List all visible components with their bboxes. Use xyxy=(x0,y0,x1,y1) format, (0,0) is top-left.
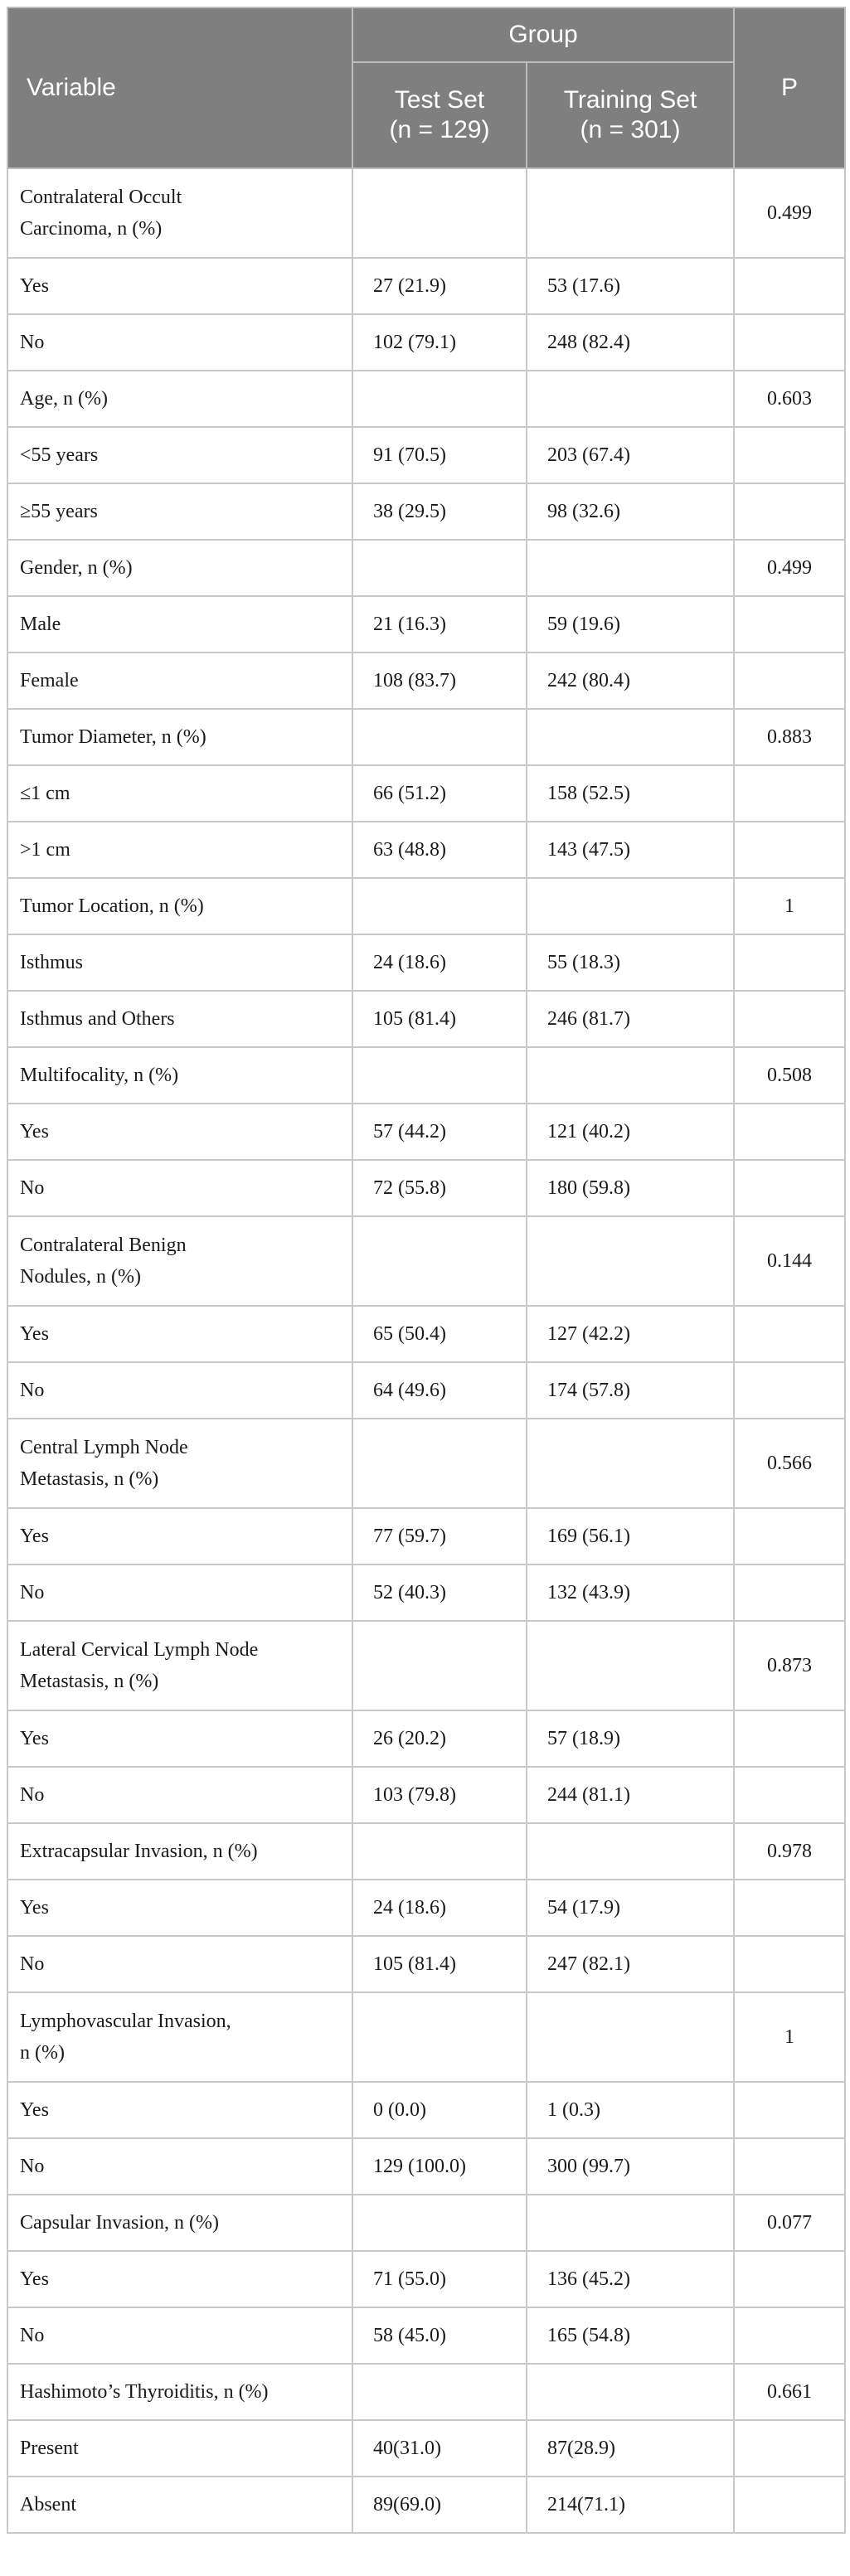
training-set-value: 169 (56.1) xyxy=(527,1508,734,1565)
variable-label-line: Central Lymph Node xyxy=(20,1437,188,1458)
p-value: 0.144 xyxy=(734,1216,845,1306)
table-row xyxy=(7,1823,845,1880)
variable-label-line: Nodules, n (%) xyxy=(20,1266,141,1288)
test-set-value: 77 (59.7) xyxy=(352,1508,527,1565)
test-set-value: 52 (40.3) xyxy=(352,1565,527,1621)
table-row xyxy=(7,2364,845,2420)
test-set-value: 91 (70.5) xyxy=(352,427,527,483)
variable-cell xyxy=(7,2420,352,2477)
test-set-value: 103 (79.8) xyxy=(352,1767,527,1823)
variable-cell xyxy=(7,2364,352,2420)
variable-label-line: Present xyxy=(20,2438,79,2459)
variable-cell xyxy=(7,709,352,765)
table-row xyxy=(7,1880,845,1936)
table-row xyxy=(7,1992,845,2082)
test-set-value xyxy=(352,2364,527,2420)
p-value xyxy=(734,652,845,709)
training-set-value xyxy=(527,1621,734,1710)
test-set-value xyxy=(352,1992,527,2082)
test-set-value xyxy=(352,1047,527,1104)
test-set-value xyxy=(352,1216,527,1306)
training-set-value: 57 (18.9) xyxy=(527,1710,734,1767)
variable-cell xyxy=(7,314,352,371)
variable-label-line: Yes xyxy=(20,1323,49,1345)
table-row xyxy=(7,1767,845,1823)
table-row xyxy=(7,1160,845,1216)
training-set-value: 98 (32.6) xyxy=(527,483,734,540)
variable-label-line: Contralateral Occult xyxy=(20,187,182,208)
test-set-value: 129 (100.0) xyxy=(352,2138,527,2195)
training-set-value: 59 (19.6) xyxy=(527,596,734,652)
table-row xyxy=(7,2195,845,2251)
training-set-value: 247 (82.1) xyxy=(527,1936,734,1992)
p-value xyxy=(734,2420,845,2477)
variable-cell xyxy=(7,1992,352,2082)
variable-cell xyxy=(7,2138,352,2195)
training-set-value: 55 (18.3) xyxy=(527,934,734,991)
variable-label-line: <55 years xyxy=(20,444,99,466)
variable-cell xyxy=(7,1362,352,1419)
variable-cell xyxy=(7,427,352,483)
variable-cell xyxy=(7,1306,352,1362)
test-set-value: 64 (49.6) xyxy=(352,1362,527,1419)
table-row xyxy=(7,596,845,652)
p-value xyxy=(734,991,845,1047)
table-row xyxy=(7,709,845,765)
p-value: 0.508 xyxy=(734,1047,845,1104)
test-set-value xyxy=(352,1621,527,1710)
table-row xyxy=(7,1216,845,1306)
training-set-value: 248 (82.4) xyxy=(527,314,734,371)
variable-label-line: Lateral Cervical Lymph Node xyxy=(20,1639,259,1661)
training-set-value: 158 (52.5) xyxy=(527,765,734,822)
training-set-value xyxy=(527,1216,734,1306)
training-set-value: 132 (43.9) xyxy=(527,1565,734,1621)
variable-cell xyxy=(7,1880,352,1936)
variable-cell xyxy=(7,258,352,314)
table-row xyxy=(7,483,845,540)
variable-cell xyxy=(7,168,352,258)
variable-label-line: Yes xyxy=(20,1897,49,1919)
variable-cell xyxy=(7,1767,352,1823)
variable-cell xyxy=(7,1419,352,1508)
variable-label-line: Lymphovascular Invasion, xyxy=(20,2011,231,2032)
p-value xyxy=(734,2251,845,2307)
variable-label-line: No xyxy=(20,1380,45,1401)
p-value xyxy=(734,1508,845,1565)
variable-cell xyxy=(7,2251,352,2307)
header-test-set xyxy=(352,62,527,168)
variable-label-line: ≥55 years xyxy=(20,501,98,522)
table-row xyxy=(7,822,845,878)
variable-label-line: No xyxy=(20,1784,45,1806)
table-row xyxy=(7,2138,845,2195)
variable-label-line: Absent xyxy=(20,2494,76,2515)
table-row xyxy=(7,652,845,709)
variable-label-line: No xyxy=(20,1177,45,1199)
test-set-value: 38 (29.5) xyxy=(352,483,527,540)
table-row xyxy=(7,1419,845,1508)
training-set-value xyxy=(527,1047,734,1104)
table-row xyxy=(7,1047,845,1104)
p-value: 0.077 xyxy=(734,2195,845,2251)
variable-label-line: Male xyxy=(20,614,61,635)
p-value: 1 xyxy=(734,878,845,934)
training-set-value xyxy=(527,2195,734,2251)
training-set-value: 53 (17.6) xyxy=(527,258,734,314)
p-value xyxy=(734,2307,845,2364)
table-row xyxy=(7,1104,845,1160)
test-set-value: 24 (18.6) xyxy=(352,934,527,991)
table-row xyxy=(7,2307,845,2364)
variable-label-line: Yes xyxy=(20,2099,49,2121)
variable-cell xyxy=(7,483,352,540)
variable-cell xyxy=(7,822,352,878)
test-set-value xyxy=(352,371,527,427)
training-set-value: 174 (57.8) xyxy=(527,1362,734,1419)
training-set-value: 242 (80.4) xyxy=(527,652,734,709)
test-set-value: 65 (50.4) xyxy=(352,1306,527,1362)
test-set-value: 63 (48.8) xyxy=(352,822,527,878)
table-row xyxy=(7,2420,845,2477)
table-row xyxy=(7,371,845,427)
variable-label-line: Yes xyxy=(20,2268,49,2290)
table-row xyxy=(7,2251,845,2307)
test-set-value: 0 (0.0) xyxy=(352,2082,527,2138)
header-test-set-line: (n = 129) xyxy=(389,116,490,143)
variable-label-line: Isthmus and Others xyxy=(20,1008,175,1030)
training-set-value: 244 (81.1) xyxy=(527,1767,734,1823)
variable-label-line: n (%) xyxy=(20,2042,65,2064)
data-table xyxy=(7,7,846,2534)
p-value: 1 xyxy=(734,1992,845,2082)
variable-cell xyxy=(7,596,352,652)
variable-label-line: Contralateral Benign xyxy=(20,1235,187,1256)
variable-label-line: Yes xyxy=(20,1526,49,1547)
training-set-value xyxy=(527,1992,734,2082)
test-set-value: 24 (18.6) xyxy=(352,1880,527,1936)
p-value xyxy=(734,1710,845,1767)
variable-label-line: No xyxy=(20,1582,45,1603)
variable-label-line: No xyxy=(20,2325,45,2346)
training-set-value xyxy=(527,2364,734,2420)
p-value xyxy=(734,1160,845,1216)
variable-label-line: Gender, n (%) xyxy=(20,557,133,579)
variable-cell xyxy=(7,1710,352,1767)
p-value xyxy=(734,1306,845,1362)
test-set-value: 102 (79.1) xyxy=(352,314,527,371)
test-set-value: 66 (51.2) xyxy=(352,765,527,822)
p-value xyxy=(734,1767,845,1823)
training-set-value: 127 (42.2) xyxy=(527,1306,734,1362)
p-value xyxy=(734,1362,845,1419)
variable-cell xyxy=(7,2195,352,2251)
variable-label-line: Isthmus xyxy=(20,952,84,973)
variable-label-line: >1 cm xyxy=(20,839,70,861)
p-value xyxy=(734,2082,845,2138)
table-header xyxy=(7,7,845,168)
p-value: 0.499 xyxy=(734,540,845,596)
variable-label-line: No xyxy=(20,2156,45,2177)
variable-cell xyxy=(7,540,352,596)
variable-cell xyxy=(7,1565,352,1621)
table-row xyxy=(7,1936,845,1992)
training-set-value: 121 (40.2) xyxy=(527,1104,734,1160)
test-set-value xyxy=(352,709,527,765)
p-value xyxy=(734,1565,845,1621)
header-variable: Variable xyxy=(7,7,352,168)
test-set-value: 105 (81.4) xyxy=(352,1936,527,1992)
variable-cell xyxy=(7,1936,352,1992)
variable-label-line: No xyxy=(20,1953,45,1975)
test-set-value: 72 (55.8) xyxy=(352,1160,527,1216)
variable-label-line: Carcinoma, n (%) xyxy=(20,218,163,240)
variable-cell xyxy=(7,1104,352,1160)
test-set-value xyxy=(352,2195,527,2251)
table-row xyxy=(7,2477,845,2533)
p-value xyxy=(734,427,845,483)
p-value: 0.873 xyxy=(734,1621,845,1710)
training-set-value: 87(28.9) xyxy=(527,2420,734,2477)
p-value: 0.499 xyxy=(734,168,845,258)
header-group: Group xyxy=(352,7,734,62)
variable-label-line: Metastasis, n (%) xyxy=(20,1468,159,1490)
variable-label-line: No xyxy=(20,332,45,353)
table-row xyxy=(7,765,845,822)
table-row xyxy=(7,168,845,258)
table-row xyxy=(7,1565,845,1621)
test-set-value xyxy=(352,540,527,596)
header-training-set-line: (n = 301) xyxy=(580,116,681,143)
variable-cell xyxy=(7,1508,352,1565)
table-row xyxy=(7,1621,845,1710)
table-row xyxy=(7,878,845,934)
p-value: 0.883 xyxy=(734,709,845,765)
variable-label-line: Multifocality, n (%) xyxy=(20,1065,179,1086)
p-value: 0.978 xyxy=(734,1823,845,1880)
test-set-value: 26 (20.2) xyxy=(352,1710,527,1767)
training-set-value xyxy=(527,1823,734,1880)
training-set-value xyxy=(527,1419,734,1508)
table-body xyxy=(7,168,845,2533)
variable-label-line: Yes xyxy=(20,1728,49,1749)
p-value xyxy=(734,934,845,991)
header-training-set-line: Training Set xyxy=(563,86,697,114)
header-test-set-line: Test Set xyxy=(394,86,485,114)
training-set-value xyxy=(527,709,734,765)
variable-label-line: Metastasis, n (%) xyxy=(20,1671,159,1692)
training-set-value: 214(71.1) xyxy=(527,2477,734,2533)
training-set-value xyxy=(527,371,734,427)
training-set-value xyxy=(527,878,734,934)
test-set-value xyxy=(352,168,527,258)
training-set-value: 165 (54.8) xyxy=(527,2307,734,2364)
header-p: P xyxy=(734,7,845,168)
training-set-value xyxy=(527,540,734,596)
variable-cell xyxy=(7,1823,352,1880)
p-value xyxy=(734,765,845,822)
variable-label-line: Hashimoto’s Thyroiditis, n (%) xyxy=(20,2381,269,2403)
variable-cell xyxy=(7,2307,352,2364)
variable-label-line: Extracapsular Invasion, n (%) xyxy=(20,1841,258,1862)
variable-label-line: Capsular Invasion, n (%) xyxy=(20,2212,219,2234)
test-set-value: 21 (16.3) xyxy=(352,596,527,652)
test-set-value: 71 (55.0) xyxy=(352,2251,527,2307)
table-row xyxy=(7,314,845,371)
variable-cell xyxy=(7,765,352,822)
p-value xyxy=(734,822,845,878)
test-set-value xyxy=(352,1823,527,1880)
test-set-value: 27 (21.9) xyxy=(352,258,527,314)
variable-label-line: Age, n (%) xyxy=(20,388,108,410)
variable-label-line: Tumor Diameter, n (%) xyxy=(20,726,206,748)
variable-cell xyxy=(7,2082,352,2138)
variable-cell xyxy=(7,2477,352,2533)
variable-label-line: Yes xyxy=(20,275,49,297)
variable-cell xyxy=(7,878,352,934)
p-value xyxy=(734,596,845,652)
p-value xyxy=(734,314,845,371)
variable-cell xyxy=(7,1216,352,1306)
table-row xyxy=(7,540,845,596)
variable-label-line: ≤1 cm xyxy=(20,783,70,804)
table-row xyxy=(7,2082,845,2138)
p-value: 0.661 xyxy=(734,2364,845,2420)
variable-cell xyxy=(7,652,352,709)
test-set-value: 89(69.0) xyxy=(352,2477,527,2533)
training-set-value: 203 (67.4) xyxy=(527,427,734,483)
training-set-value: 143 (47.5) xyxy=(527,822,734,878)
table-row xyxy=(7,1306,845,1362)
test-set-value: 58 (45.0) xyxy=(352,2307,527,2364)
variable-cell xyxy=(7,1047,352,1104)
training-set-value: 136 (45.2) xyxy=(527,2251,734,2307)
p-value xyxy=(734,1880,845,1936)
training-set-value: 1 (0.3) xyxy=(527,2082,734,2138)
test-set-value xyxy=(352,1419,527,1508)
test-set-value: 105 (81.4) xyxy=(352,991,527,1047)
test-set-value: 57 (44.2) xyxy=(352,1104,527,1160)
p-value: 0.603 xyxy=(734,371,845,427)
variable-cell xyxy=(7,1160,352,1216)
table-row xyxy=(7,258,845,314)
variable-label-line: Tumor Location, n (%) xyxy=(20,895,204,917)
test-set-value: 108 (83.7) xyxy=(352,652,527,709)
table-row xyxy=(7,1362,845,1419)
p-value xyxy=(734,258,845,314)
test-set-value xyxy=(352,878,527,934)
p-value xyxy=(734,2138,845,2195)
training-set-value xyxy=(527,168,734,258)
training-set-value: 300 (99.7) xyxy=(527,2138,734,2195)
header-training-set xyxy=(527,62,734,168)
p-value xyxy=(734,483,845,540)
variable-cell xyxy=(7,991,352,1047)
training-set-value: 54 (17.9) xyxy=(527,1880,734,1936)
variable-cell xyxy=(7,1621,352,1710)
p-value xyxy=(734,1104,845,1160)
variable-label-line: Female xyxy=(20,670,79,691)
variable-cell xyxy=(7,371,352,427)
variable-cell xyxy=(7,934,352,991)
table-row xyxy=(7,1508,845,1565)
p-value xyxy=(734,2477,845,2533)
table-row xyxy=(7,427,845,483)
training-set-value: 180 (59.8) xyxy=(527,1160,734,1216)
training-set-value: 246 (81.7) xyxy=(527,991,734,1047)
p-value xyxy=(734,1936,845,1992)
table-row xyxy=(7,991,845,1047)
test-set-value: 40(31.0) xyxy=(352,2420,527,2477)
table-row xyxy=(7,934,845,991)
variable-label-line: Yes xyxy=(20,1121,49,1142)
table-row xyxy=(7,1710,845,1767)
p-value: 0.566 xyxy=(734,1419,845,1508)
